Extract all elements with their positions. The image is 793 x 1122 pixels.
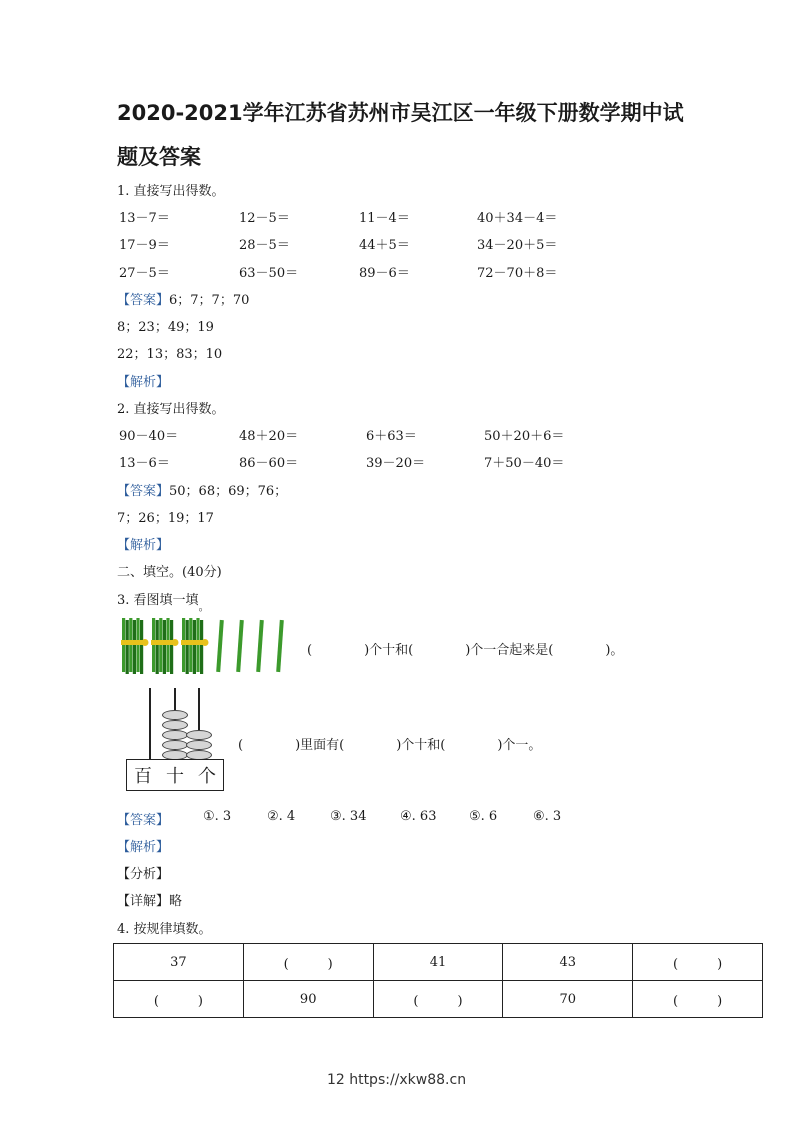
abacus-label-hundreds: 百 bbox=[134, 766, 152, 787]
abacus-label-ones: 个 bbox=[198, 766, 216, 787]
equation: 63－50＝ bbox=[239, 266, 299, 281]
table-cell: ( ) bbox=[633, 944, 763, 981]
table-row bbox=[114, 981, 763, 1018]
detail-tag: 【详解】 bbox=[117, 894, 170, 909]
equation: 39－20＝ bbox=[366, 456, 426, 471]
equation: 72－70＋8＝ bbox=[477, 266, 558, 281]
detail-line bbox=[117, 890, 182, 909]
answer-text: 22；13；83；10 bbox=[117, 347, 223, 362]
equation: 40＋34－4＝ bbox=[477, 211, 558, 226]
table-cell: ( ) bbox=[243, 944, 373, 981]
answer-item: ①. 3 bbox=[203, 809, 232, 824]
page-footer: 12 https://xkw88.cn bbox=[326, 1072, 467, 1088]
equation: 90－40＝ bbox=[119, 429, 179, 444]
single-stick bbox=[216, 620, 224, 672]
abacus-bead bbox=[162, 730, 188, 740]
equation: 27－5＝ bbox=[119, 266, 170, 281]
table-cell: 70 bbox=[503, 981, 633, 1018]
q1-prompt: 1. 直接写出得数。 bbox=[117, 184, 225, 199]
equation: 86－60＝ bbox=[239, 456, 299, 471]
stick-bundle bbox=[181, 618, 209, 674]
abacus-bead bbox=[186, 740, 212, 750]
stick-bundle bbox=[151, 618, 179, 674]
answer-item: ⑤. 6 bbox=[469, 809, 498, 824]
answer-text: 6；7；7；70 bbox=[169, 293, 250, 308]
abacus-bead bbox=[186, 730, 212, 740]
q3-prompt-mark: 。 bbox=[198, 600, 210, 613]
equation: 48＋20＝ bbox=[239, 429, 299, 444]
document-title-line2: 题及答案 bbox=[117, 145, 201, 169]
table-cell: 41 bbox=[373, 944, 503, 981]
analysis-tag: 【解析】 bbox=[117, 375, 170, 390]
answer-item: ②. 4 bbox=[267, 809, 296, 824]
abacus-base bbox=[126, 759, 224, 791]
equation: 12－5＝ bbox=[239, 211, 290, 226]
q3-answer bbox=[117, 809, 169, 828]
answer-tag: 【答案】 bbox=[117, 484, 170, 499]
table-cell: 90 bbox=[243, 981, 373, 1018]
q2-answer bbox=[117, 480, 287, 499]
equation: 13－6＝ bbox=[119, 456, 170, 471]
pattern-table bbox=[113, 943, 763, 1018]
answer-text: 8；23；49；19 bbox=[117, 320, 214, 335]
equation: 7＋50－40＝ bbox=[484, 456, 565, 471]
single-stick bbox=[256, 620, 264, 672]
table-cell: ( ) bbox=[373, 981, 503, 1018]
abacus-bead bbox=[162, 710, 188, 720]
q4-prompt: 4. 按规律填数。 bbox=[117, 922, 212, 937]
table-row bbox=[114, 944, 763, 981]
abacus-label-tens: 十 bbox=[166, 766, 184, 787]
table-cell: 43 bbox=[503, 944, 633, 981]
equation: 6＋63＝ bbox=[366, 429, 417, 444]
equation: 17－9＝ bbox=[119, 238, 170, 253]
answer-tag: 【答案】 bbox=[117, 293, 170, 308]
q2-prompt: 2. 直接写出得数。 bbox=[117, 402, 225, 417]
answer-item: ③. 34 bbox=[330, 809, 367, 824]
stick-bundle bbox=[121, 618, 149, 674]
single-stick bbox=[276, 620, 284, 672]
q3-sentence-2: ( )里面有( )个十和( )个一。 bbox=[238, 738, 542, 753]
single-stick bbox=[236, 620, 244, 672]
equation: 11－4＝ bbox=[359, 211, 410, 226]
q3-sentence-1: ( )个十和( )个一合起来是( )。 bbox=[307, 643, 624, 658]
answer-item: ⑥. 3 bbox=[533, 809, 562, 824]
table-cell: ( ) bbox=[114, 981, 244, 1018]
abacus-rod-hundreds bbox=[149, 688, 151, 760]
equation: 28－5＝ bbox=[239, 238, 290, 253]
table-cell: 37 bbox=[114, 944, 244, 981]
document-title-line1: 2020-2021学年江苏省苏州市吴江区一年级下册数学期中试 bbox=[117, 101, 684, 125]
abacus-bead bbox=[162, 720, 188, 730]
q3-prompt bbox=[117, 589, 210, 613]
analysis-tag: 【解析】 bbox=[117, 840, 170, 855]
equation: 34－20＋5＝ bbox=[477, 238, 558, 253]
table-cell: ( ) bbox=[633, 981, 763, 1018]
abacus bbox=[126, 688, 224, 791]
answer-item: ④. 63 bbox=[400, 809, 437, 824]
q3-prompt-text: 3. 看图填一填 bbox=[117, 593, 199, 608]
equation: 50＋20＋6＝ bbox=[484, 429, 565, 444]
equation: 89－6＝ bbox=[359, 266, 410, 281]
sticks-illustration bbox=[118, 616, 298, 676]
equation: 13－7＝ bbox=[119, 211, 170, 226]
answer-text: 50；68；69；76； bbox=[169, 484, 288, 499]
answer-tag: 【答案】 bbox=[117, 813, 170, 828]
detail-text: 略 bbox=[169, 894, 183, 909]
analysis-tag: 【解析】 bbox=[117, 538, 170, 553]
abacus-bead bbox=[162, 740, 188, 750]
section-heading: 二、填空。(40分) bbox=[117, 565, 222, 580]
q1-answer bbox=[117, 289, 249, 308]
fenxi-tag: 【分析】 bbox=[117, 867, 170, 882]
answer-text: 7；26；19；17 bbox=[117, 511, 214, 526]
equation: 44＋5＝ bbox=[359, 238, 410, 253]
